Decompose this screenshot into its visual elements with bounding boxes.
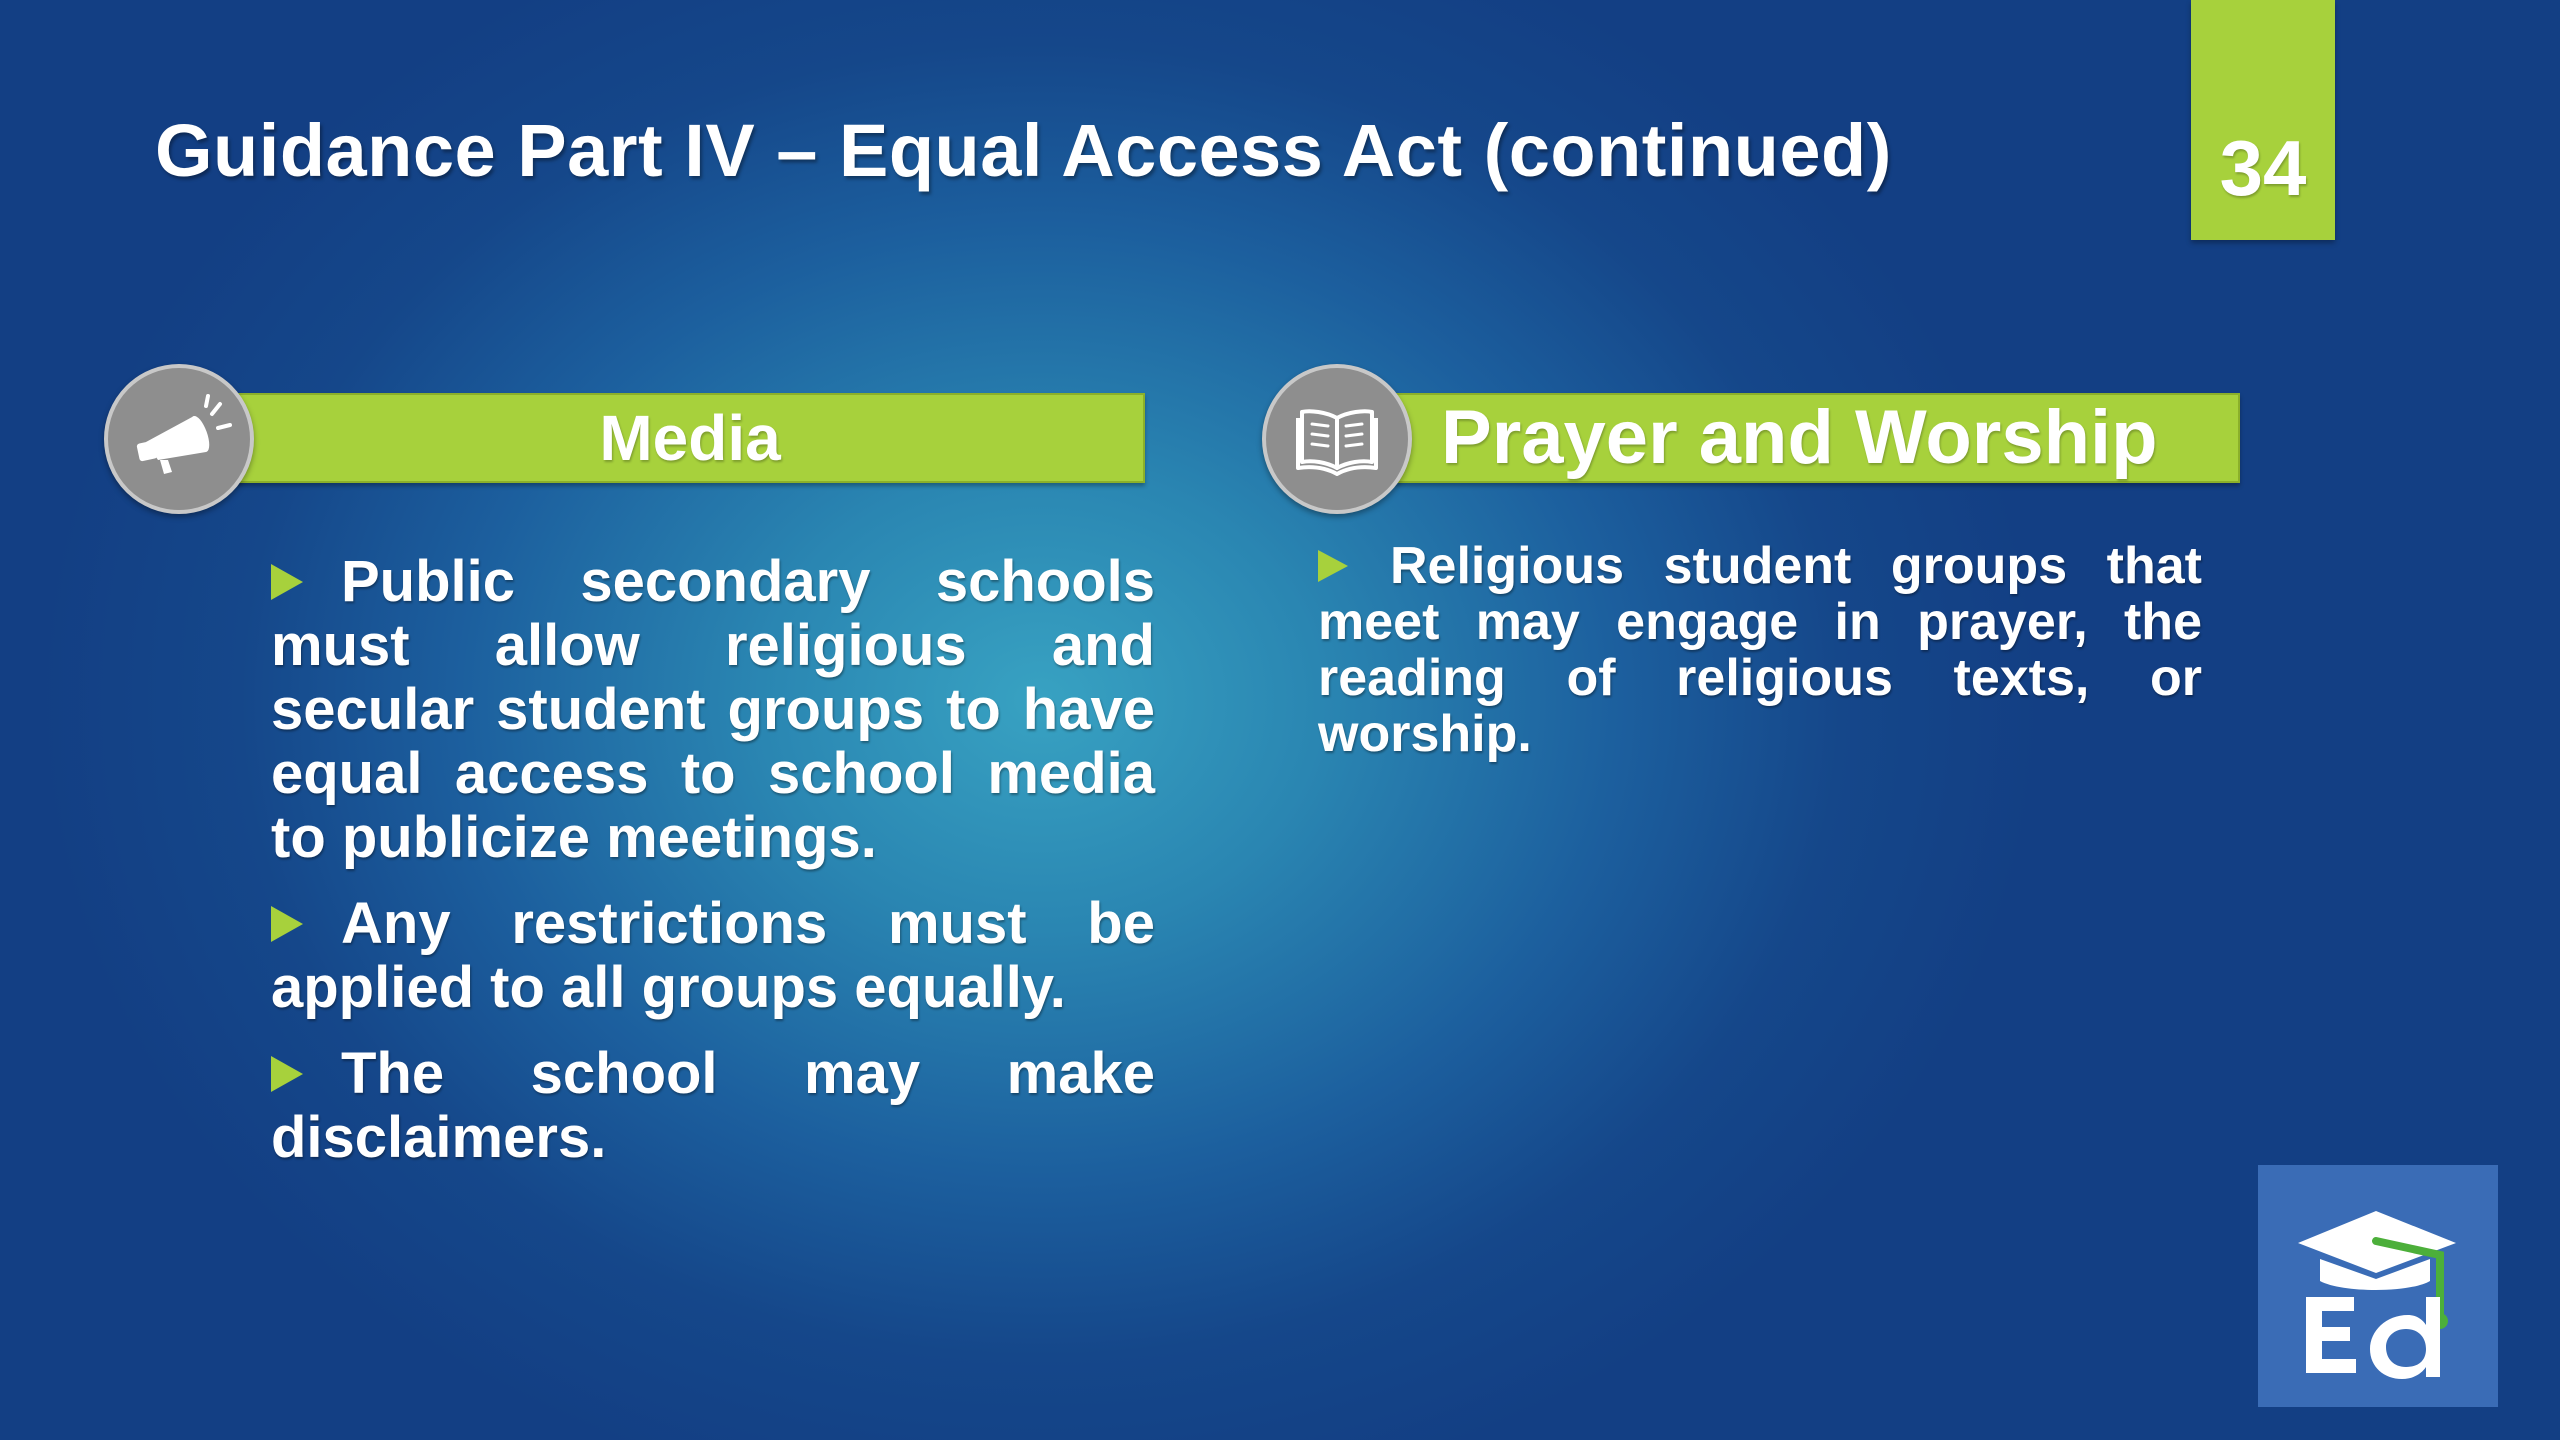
megaphone-icon bbox=[108, 368, 250, 510]
prayer-header-bar bbox=[1395, 393, 2240, 483]
list-item: Any restrictions must be applied to all groups equally. bbox=[271, 891, 1155, 1020]
list-item: Public secondary schools must allow religious and secular student groups to have equal access to school media to publicize meetings. bbox=[271, 549, 1155, 870]
ed-logo bbox=[2258, 1165, 2498, 1407]
page-number: 34 bbox=[2219, 124, 2307, 212]
media-icon-circle bbox=[104, 364, 254, 514]
media-heading: Media bbox=[599, 402, 781, 474]
list-item: Religious student groups that meet may engage in prayer, the reading of religious texts, or worship. bbox=[1318, 537, 2202, 763]
list-item: The school may make disclaimers. bbox=[271, 1041, 1155, 1170]
bullet-arrow-icon bbox=[271, 1056, 303, 1092]
bullet-arrow-icon bbox=[271, 564, 303, 600]
media-header-bar bbox=[235, 393, 1145, 483]
bullet-arrow-icon bbox=[1318, 550, 1348, 582]
media-bullet-list bbox=[271, 550, 1155, 1192]
bullet-arrow-icon bbox=[271, 906, 303, 942]
prayer-bullet-list bbox=[1318, 538, 2202, 762]
prayer-icon-circle bbox=[1262, 364, 1412, 514]
prayer-heading: Prayer and Worship bbox=[1441, 395, 2158, 480]
graduation-cap-icon bbox=[2258, 1165, 2498, 1407]
page-number-badge bbox=[2191, 0, 2335, 240]
open-book-icon bbox=[1266, 368, 1408, 510]
slide-title: Guidance Part IV – Equal Access Act (continued) bbox=[155, 109, 1892, 192]
